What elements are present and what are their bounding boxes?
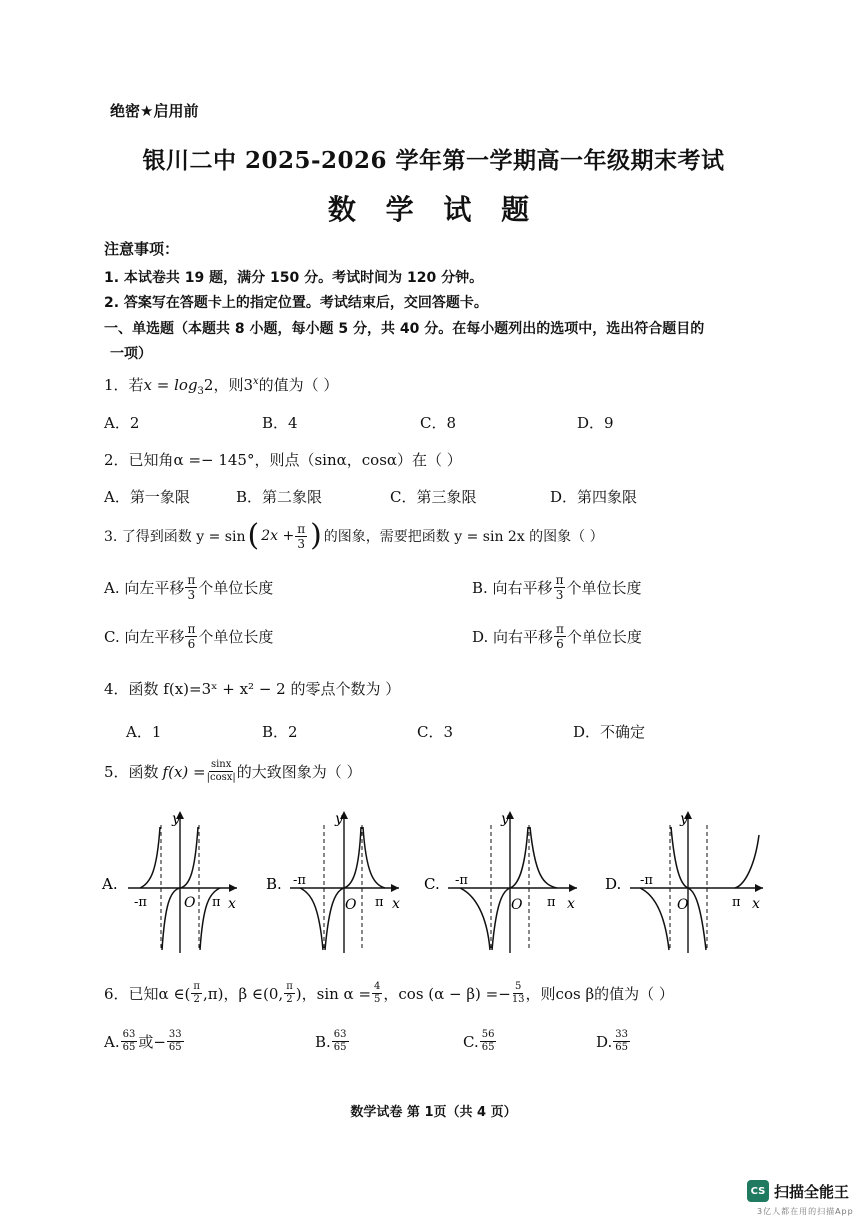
q4-option-c: C．3 (417, 723, 454, 741)
q4-option-b: B．2 (262, 723, 298, 741)
app-name: 扫描全能王 (774, 1182, 850, 1201)
graph-c-label: C. (424, 875, 440, 893)
q6-option-d: D. $\frac{33}{65}$ (596, 1029, 628, 1053)
graph-d-negpi: -π (640, 873, 653, 888)
paper-title: 数 学 试 题 (327, 193, 540, 226)
q1-option-b: B．4 (262, 414, 298, 432)
q4-option-a: A．1 (126, 723, 162, 741)
graph-d-o: O (677, 897, 689, 913)
graph-d-label: D. (605, 875, 622, 893)
secret-label: 绝密★启用前 (110, 102, 199, 120)
question-5: 5．函数 f(x) = $\frac{\sin x}{|\cos x|}$ 的大致图象为（ ） (104, 759, 362, 783)
q2-option-a: A．第一象限 (104, 488, 190, 506)
graph-d[interactable] (605, 811, 763, 953)
graph-a-pi: π (212, 895, 221, 910)
q5-graphs (95, 805, 785, 955)
graph-b-x: x (392, 896, 400, 912)
q1-option-a: A．2 (104, 414, 140, 432)
section-heading-cont: 一项） (110, 346, 152, 362)
q2-option-b: B．第二象限 (236, 488, 323, 506)
graph-c-x: x (567, 896, 575, 912)
graph-c[interactable] (424, 811, 577, 953)
q4-option-d: D．不确定 (573, 723, 646, 741)
graph-a[interactable] (101, 811, 237, 953)
graph-b-y: y (335, 811, 343, 827)
graph-c-pi: π (547, 895, 556, 910)
graph-b-pi: π (375, 895, 384, 910)
graph-a-x: x (228, 896, 236, 912)
q1-option-c: C．8 (420, 414, 457, 432)
q6-option-b: B. $\frac{63}{65}$ (315, 1029, 347, 1053)
app-tagline: 3亿人都在用的扫描App (757, 1207, 854, 1216)
graph-a-o: O (184, 895, 196, 911)
page-footer: 数学试卷 第 1页（共 4 页） (350, 1105, 517, 1120)
graph-d-y: y (680, 811, 688, 827)
graph-b-o: O (345, 897, 357, 913)
scanner-logo (747, 1180, 849, 1202)
note-item: 1. 本试卷共 19 题，满分 150 分。考试时间为 120 分钟。 (104, 270, 484, 286)
graph-d-pi: π (732, 895, 741, 910)
q3-option-c: C. 向左平移 $\frac{\pi}{6}$ 个单位长度 (104, 622, 274, 651)
graph-c-y: y (501, 811, 509, 827)
note-item: 2. 答案写在答题卡上的指定位置。考试结束后，交回答题卡。 (104, 295, 488, 311)
notes-heading: 注意事项： (104, 240, 180, 258)
graph-b[interactable] (266, 811, 400, 953)
question-1: 1．若$x = \log_32$，则3$^x$的值为（ ） (104, 376, 339, 397)
graph-a-negpi: -π (134, 895, 147, 910)
exam-title: 银川二中 2025-2026 学年第一学期高一年级期末考试 (142, 147, 725, 174)
cs-logo-icon: CS (747, 1180, 769, 1202)
section-heading: 一、单选题（本题共 8 小题，每小题 5 分，共 40 分。在每小题列出的选项中，选出符合题目的 (104, 321, 705, 337)
q2-option-d: D．第四象限 (550, 488, 638, 506)
q1-option-d: D．9 (577, 414, 614, 432)
graph-d-x: x (752, 896, 760, 912)
question-3: 3. 了得到函数 y = sin ( 2x + $\frac{\pi}{3}$ ) 的图象，需要把函数 y = sin 2x 的图象（ ） (104, 518, 604, 553)
graph-c-negpi: -π (455, 873, 468, 888)
graph-c-o: O (511, 897, 523, 913)
q6-option-c: C. $\frac{56}{65}$ (463, 1029, 495, 1053)
question-4: 4．函数 f(x)=3ˣ + x² − 2 的零点个数为 ） (104, 680, 401, 698)
graph-a-label: A. (102, 875, 118, 893)
question-2: 2．已知角α =− 145°，则点（sinα，cosα）在（ ） (104, 451, 462, 469)
graph-b-negpi: -π (293, 873, 306, 888)
graph-b-label: B. (266, 875, 282, 893)
q3-option-b: B. 向右平移 $\frac{\pi}{3}$ 个单位长度 (472, 573, 642, 602)
q3-option-d: D. 向右平移 $\frac{\pi}{6}$ 个单位长度 (472, 622, 642, 651)
question-6: 6．已知α ∈ ( $\frac{\pi}{2}$ ,π) ，β ∈ (0, $\frac{\pi}{2}$ ) ，sin α = $\frac{4}{5}$ ，cos (α − β) =− $\frac{5}{13}$ ，则cos β的值为（ ） (104, 981, 674, 1005)
q2-option-c: C．第三象限 (390, 488, 477, 506)
graph-a-y: y (172, 811, 180, 827)
q6-option-a: A. $\frac{63}{65}$ 或− $\frac{33}{65}$ (104, 1029, 182, 1053)
q3-option-a: A. 向左平移 $\frac{\pi}{3}$ 个单位长度 (104, 573, 274, 602)
